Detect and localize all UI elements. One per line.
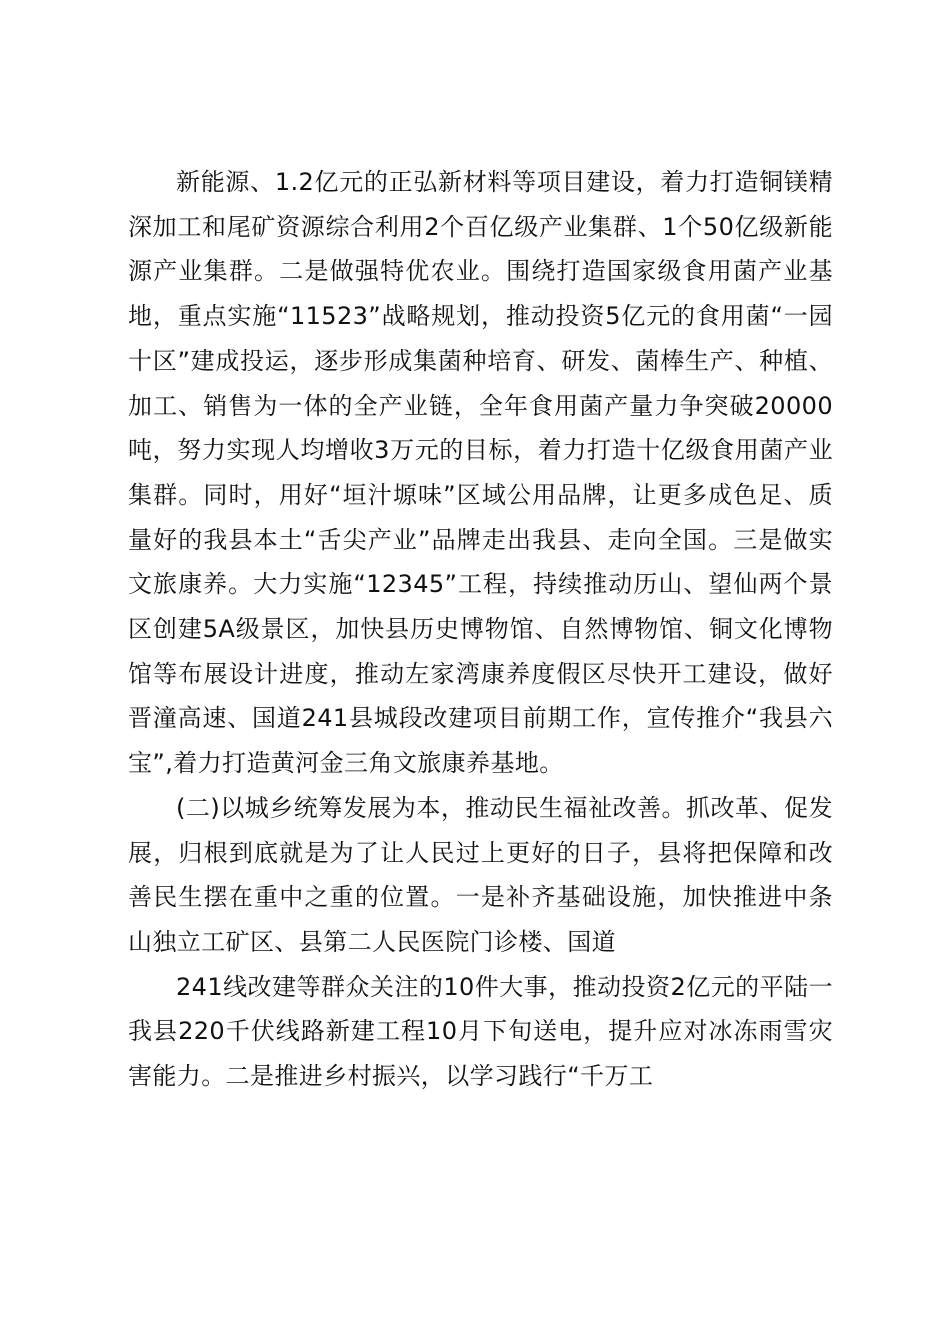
paragraph-livelihood: (二)以城乡统筹发展为本，推动民生福祉改善。抓改革、促发展，归根到底就是为了让人民过上更好的日子，县将把保障和改善民生摆在重中之重的位置。一是补齐基础设施，加快推进中条山独立工矿区、县第二人民医院门诊楼、国道 bbox=[128, 793, 833, 956]
document-page bbox=[128, 160, 833, 1099]
paragraph-industry: 新能源、1.2亿元的正弘新材料等项目建设，着力打造铜镁精深加工和尾矿资源综合利用2个百亿级产业集群、1个50亿级新能源产业集群。二是做强特优农业。围绕打造国家级食用菌产业基地，重点实施“11523”战略规划，推动投资5亿元的食用菌“一园十区”建成投运，逐步形成集菌种培育、研发、菌棒生产、种植、加工、销售为一体的全产业链，全年食用菌产量力争突破20000吨，努力实现人均增收3万元的目标，着力打造十亿级食用菌产业集群。同时，用好“垣汁塬味”区域公用品牌，让更多成色足、质量好的我县本土“舌尖产业”品牌走出我县、走向全国。三是做实文旅康养。大力实施“12345”工程，持续推动历山、望仙两个景区创建5A级景区，加快县历史博物馆、自然博物馆、铜文化博物馆等布展设计进度，推动左家湾康养度假区尽快开工建设，做好晋潼高速、国道241县城段改建项目前期工作，宣传推介“我县六宝”,着力打造黄河金三角文旅康养基地。 bbox=[128, 168, 833, 778]
paragraph-infrastructure: 241线改建等群众关注的10件大事，推动投资2亿元的平陆一我县220千伏线路新建工程10月下旬送电，提升应对冰冻雨雪灾害能力。二是推进乡村振兴，以学习践行“千万工 bbox=[128, 972, 833, 1091]
